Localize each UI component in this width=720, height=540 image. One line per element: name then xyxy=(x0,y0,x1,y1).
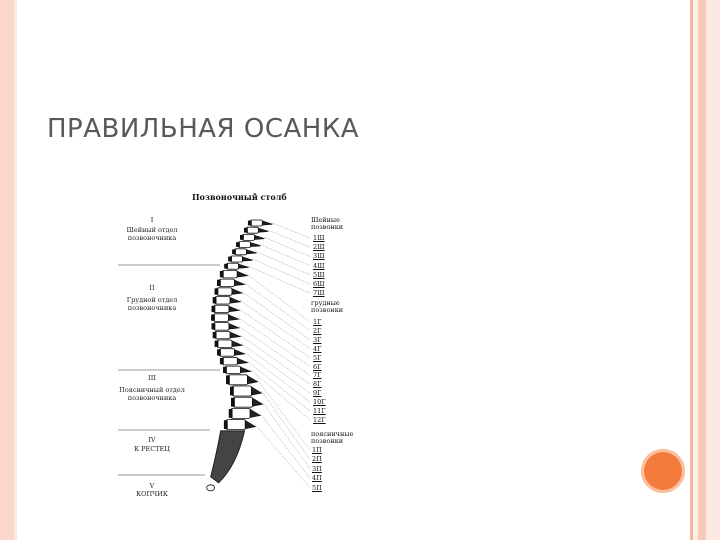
vertebra-body xyxy=(217,288,232,296)
vertebra-shadow xyxy=(229,409,232,417)
leader-line xyxy=(257,252,310,275)
lumbar-vertebra-label-4: 4П xyxy=(312,474,322,483)
spinous-process xyxy=(252,398,262,406)
spinous-process xyxy=(232,289,242,295)
vertebra-shadow xyxy=(244,228,247,232)
vertebra-shadow xyxy=(224,421,227,429)
spinous-process xyxy=(262,221,272,225)
spinous-process xyxy=(229,324,239,330)
thoracic-vertebra-label-9: 9Г xyxy=(313,389,322,398)
spinous-process xyxy=(234,280,244,286)
leader-line xyxy=(257,380,310,450)
spine-diagram xyxy=(110,190,370,500)
vertebra-shadow xyxy=(225,264,228,268)
spinous-process xyxy=(250,409,260,417)
thoracic-vertebra-label-3: 3Г xyxy=(313,335,322,344)
section-num-lumbar: III xyxy=(148,374,156,382)
spinous-process xyxy=(254,235,264,239)
vertebra-body xyxy=(219,349,234,357)
spinous-process xyxy=(230,298,240,304)
vertebra-shadow xyxy=(233,250,236,254)
vertebra-body xyxy=(225,366,240,374)
leader-line xyxy=(249,266,310,293)
spinous-process xyxy=(234,350,244,356)
vertebra-body xyxy=(231,256,243,262)
vertebra-body xyxy=(246,227,258,233)
group-label-lumbar: поясничные позвонки xyxy=(311,430,354,445)
leader-line xyxy=(253,259,310,284)
vertebra-shadow xyxy=(220,271,223,277)
thoracic-vertebra-label-11: 11Г xyxy=(313,407,326,415)
spinous-process xyxy=(247,376,257,384)
cervical-vertebra-label-5: 5Ш xyxy=(313,270,325,279)
right-border-outer xyxy=(706,0,720,540)
cervical-vertebra-label-2: 2Ш xyxy=(313,243,325,252)
vertebra-body xyxy=(242,234,254,240)
vertebra-shadow xyxy=(226,376,229,384)
vertebra-body xyxy=(214,314,229,322)
spinous-process xyxy=(240,367,250,373)
left-border xyxy=(0,0,14,540)
vertebra-body xyxy=(232,386,251,396)
vertebra-shadow xyxy=(213,298,216,304)
section-num-cervical: I xyxy=(150,216,154,224)
spinous-process xyxy=(230,332,240,338)
vertebra-body xyxy=(227,263,239,269)
vertebra-shadow xyxy=(229,257,232,261)
leader-line xyxy=(247,274,310,322)
decorative-circle xyxy=(641,449,685,493)
spinous-process xyxy=(245,421,255,429)
leader-line xyxy=(268,230,310,247)
section-name-sacrum: К РЕСТЕЦ xyxy=(134,445,170,453)
leader-line xyxy=(261,391,310,459)
spinous-process xyxy=(239,264,249,268)
cervical-vertebra-label-1: 1Ш xyxy=(313,234,325,242)
cervical-vertebra-label-3: 3Ш xyxy=(313,252,325,261)
diagram-title: Позвоночный столб xyxy=(192,192,287,202)
thoracic-vertebra-label-5: 5Г xyxy=(313,353,322,362)
vertebra-shadow xyxy=(217,350,220,356)
vertebra-shadow xyxy=(223,367,226,373)
vertebra-body xyxy=(215,331,230,339)
group-label-cervical: Шейные позвонки xyxy=(311,216,344,231)
slide-title: ПРАВИЛЬНАЯ ОСАНКА xyxy=(47,114,360,144)
spinous-process xyxy=(229,306,239,312)
lumbar-vertebra-label-2: 2П xyxy=(312,455,322,464)
vertebra-shadow xyxy=(215,289,218,295)
leader-line xyxy=(239,326,310,375)
spinous-process xyxy=(251,387,261,395)
thoracic-vertebra-label-2: 2Г xyxy=(313,326,322,335)
vertebra-shadow xyxy=(236,243,239,247)
vertebra-shadow xyxy=(212,324,215,330)
vertebra-shadow xyxy=(217,280,220,286)
leader-line xyxy=(239,318,310,367)
vertebra-body xyxy=(222,270,237,278)
section-name-lumbar: Поясничный отдел позвоночника xyxy=(119,386,185,402)
leader-line xyxy=(240,300,310,348)
spinous-process xyxy=(232,341,242,347)
spinous-process xyxy=(258,228,268,232)
vertebra-body xyxy=(217,340,232,348)
spinous-process xyxy=(237,271,247,277)
section-name-coccyx: КОПЧИК xyxy=(136,490,168,498)
vertebra-body xyxy=(233,397,252,407)
leader-line xyxy=(272,223,310,238)
section-name-cervical: Шейный отдел позвоночника xyxy=(126,226,178,242)
spinous-process xyxy=(229,315,239,321)
leader-line xyxy=(260,245,310,266)
spinous-process xyxy=(243,257,253,261)
section-name-thoracic: Грудной отдел позвоночника xyxy=(126,296,178,312)
vertebra-shadow xyxy=(215,341,218,347)
vertebra-body xyxy=(222,357,237,365)
thoracic-vertebra-label-6: 6Г xyxy=(313,362,322,371)
vertebra-body xyxy=(219,279,234,287)
section-num-coccyx: V xyxy=(149,482,155,490)
leader-line xyxy=(242,292,310,340)
left-border-inner xyxy=(14,0,17,540)
vertebra-body xyxy=(226,420,245,430)
right-border-thick xyxy=(698,0,706,540)
vertebra-body xyxy=(215,297,230,305)
cervical-vertebra-label-6: 6Ш xyxy=(313,280,325,288)
thoracic-vertebra-label-7: 7Г xyxy=(313,371,322,380)
section-num-thoracic: II xyxy=(149,284,155,292)
vertebra-body xyxy=(214,305,229,313)
lumbar-vertebra-label-1: 1П xyxy=(312,446,322,454)
spinous-process xyxy=(247,250,257,254)
leader-line xyxy=(250,370,310,420)
vertebra-body xyxy=(238,242,250,248)
vertebra-shadow xyxy=(212,306,215,312)
sacrum-shape xyxy=(211,431,245,483)
lumbar-vertebra-label-5: 5П xyxy=(312,483,322,492)
vertebra-shadow xyxy=(230,387,233,395)
leader-line xyxy=(264,237,310,256)
vertebra-body xyxy=(228,375,247,385)
vertebra-body xyxy=(231,408,250,418)
thoracic-vertebra-label-10: 10Г xyxy=(313,398,326,407)
spine-illustration xyxy=(110,190,370,500)
leader-line xyxy=(255,425,310,488)
thoracic-vertebra-label-4: 4Г xyxy=(313,344,322,353)
coccyx-shape xyxy=(207,485,215,491)
leader-line xyxy=(244,283,310,331)
thoracic-vertebra-label-1: 1Г xyxy=(313,318,322,326)
spinous-process xyxy=(250,243,260,247)
cervical-vertebra-label-7: 7Ш xyxy=(313,289,325,298)
spinous-process xyxy=(237,358,247,364)
leader-line xyxy=(242,344,310,393)
vertebra-shadow xyxy=(231,398,234,406)
vertebra-shadow xyxy=(248,221,251,225)
group-label-thoracic: грудные позвонки xyxy=(311,299,344,314)
vertebra-shadow xyxy=(220,358,223,364)
thoracic-vertebra-label-12: 12Г xyxy=(313,415,326,424)
vertebra-shadow xyxy=(212,315,215,321)
section-num-sacrum: IV xyxy=(148,436,156,444)
lumbar-vertebra-label-3: 3П xyxy=(312,464,322,473)
leader-line xyxy=(239,309,310,358)
thoracic-vertebra-label-8: 8Г xyxy=(313,380,322,389)
vertebra-shadow xyxy=(240,235,243,239)
vertebra-body xyxy=(250,220,262,226)
cervical-vertebra-label-4: 4Ш xyxy=(313,261,325,270)
leader-line xyxy=(260,413,310,478)
vertebra-body xyxy=(214,323,229,331)
leader-line xyxy=(262,402,310,469)
vertebra-body xyxy=(235,249,247,255)
vertebra-shadow xyxy=(213,332,216,338)
